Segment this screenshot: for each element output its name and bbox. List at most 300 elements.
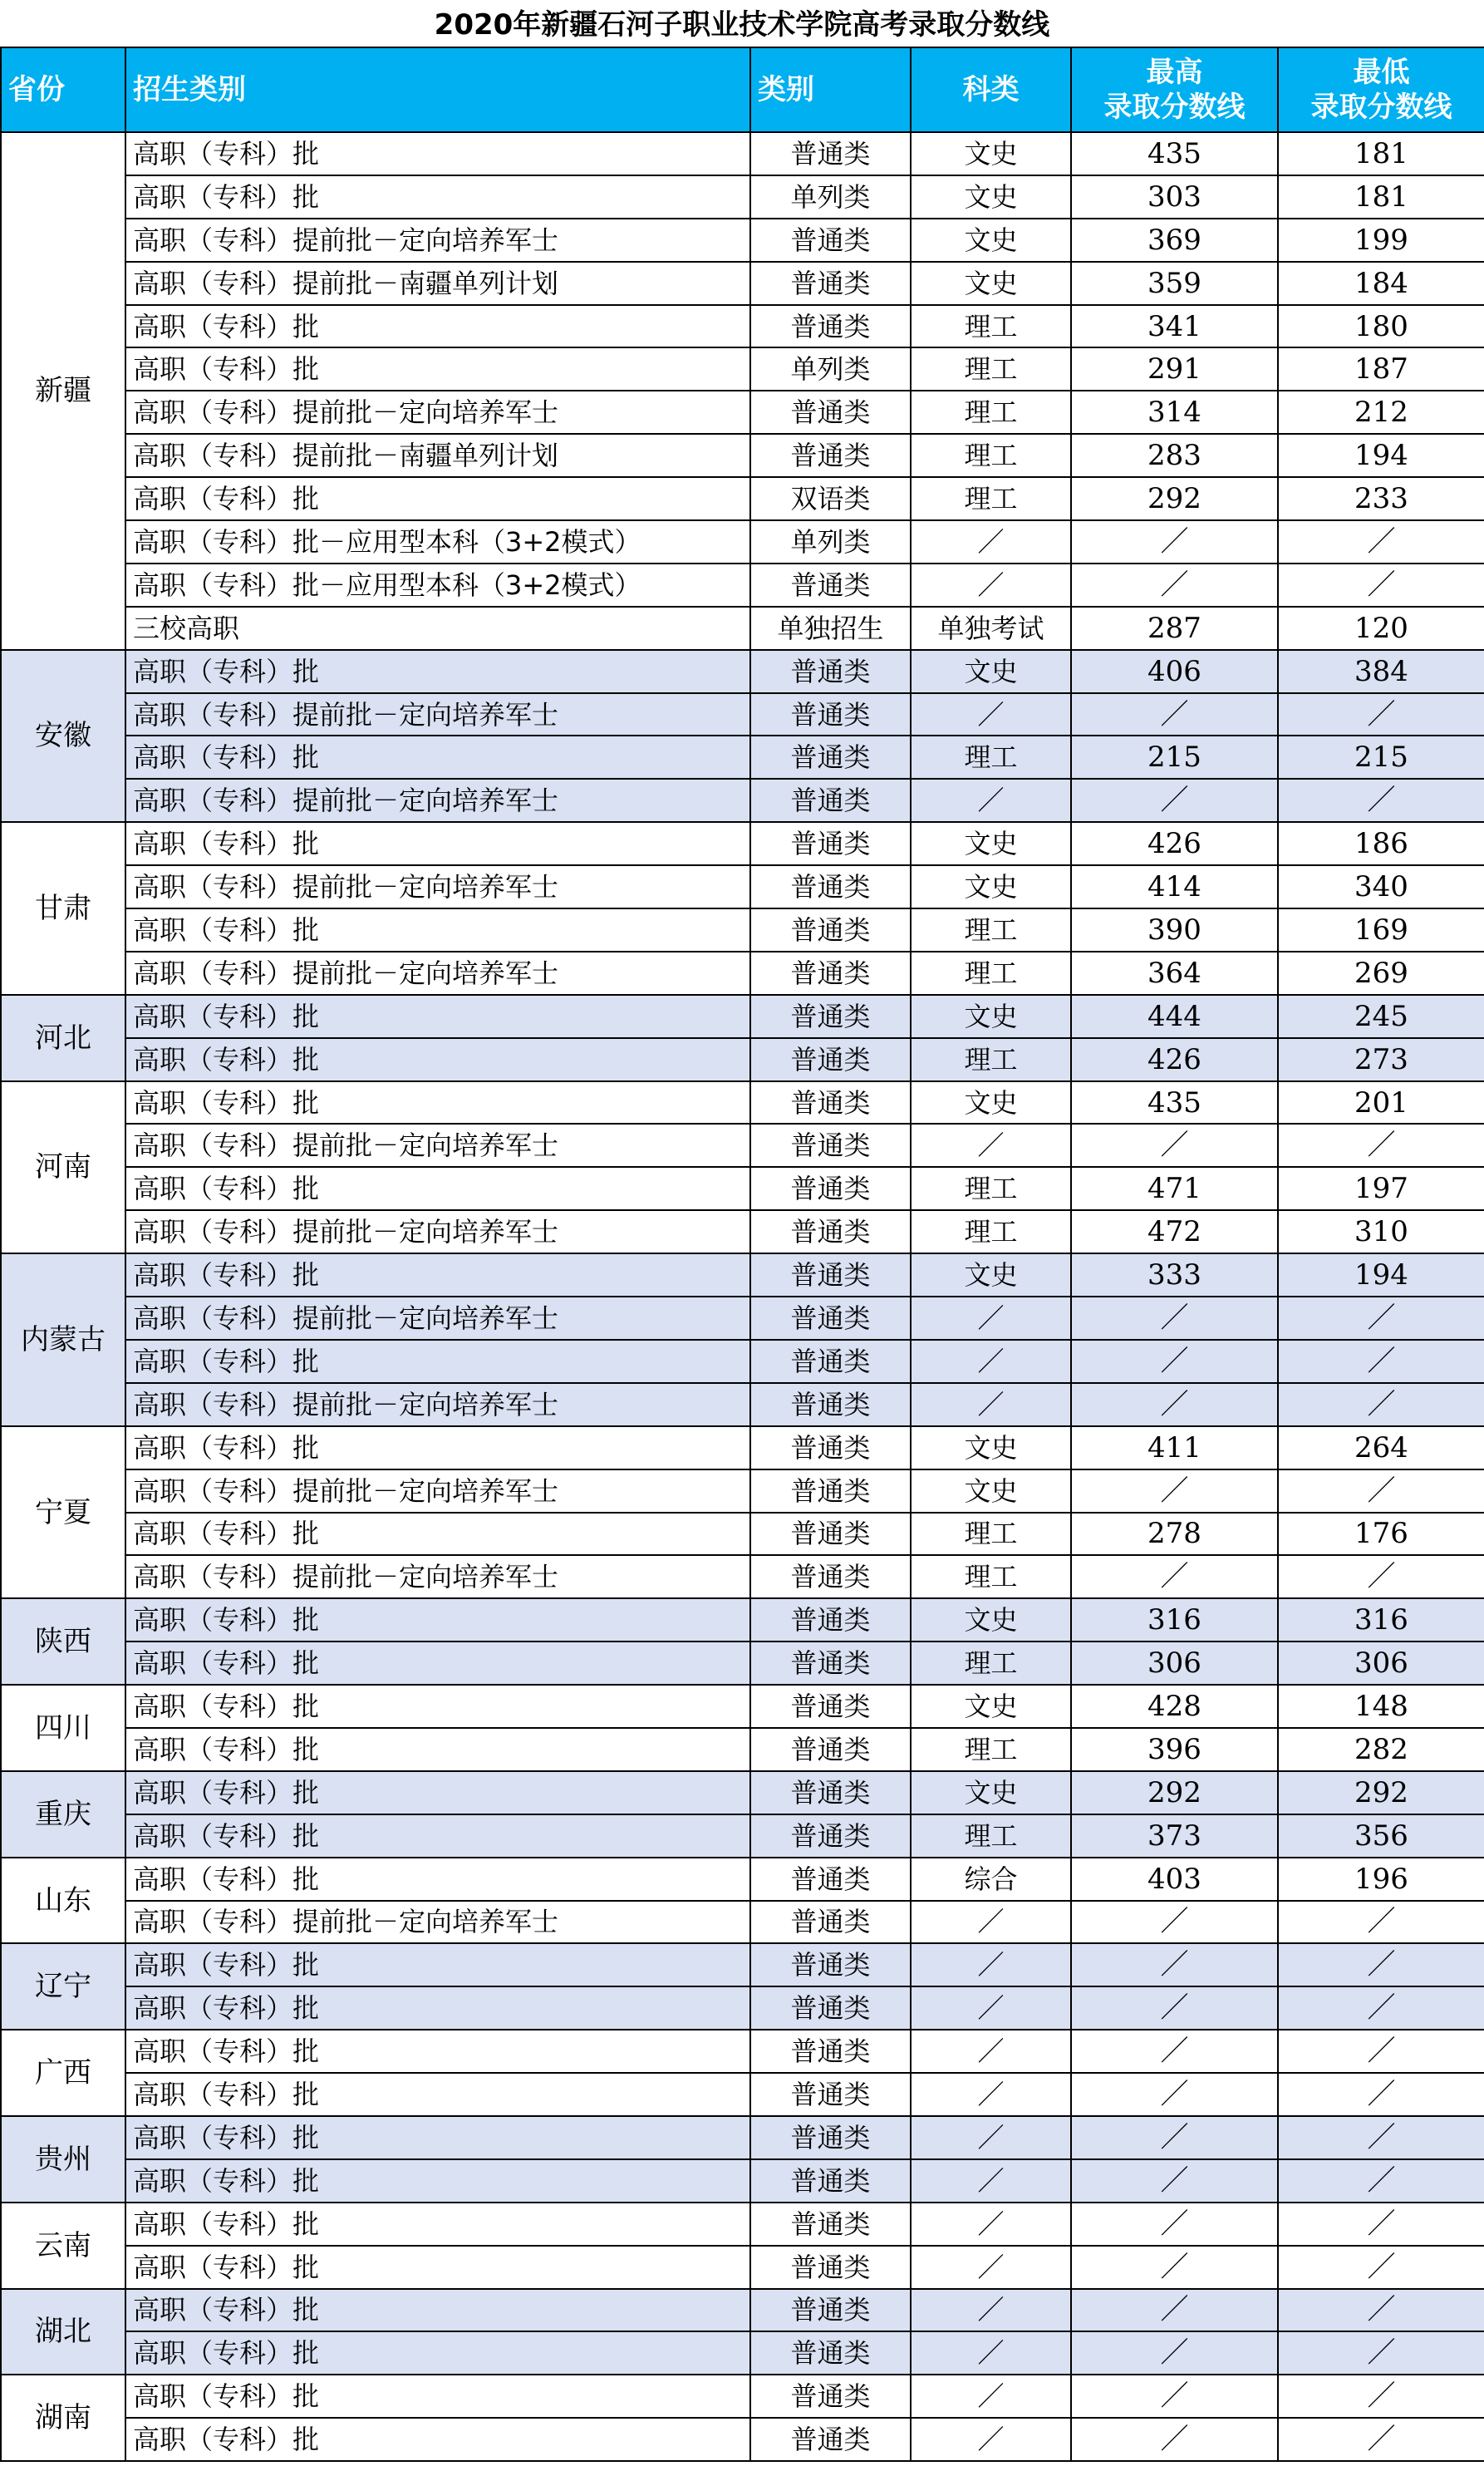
table-row — [1, 1598, 1484, 1642]
type-cell: 普通类 — [750, 1598, 911, 1642]
max-score-cell: ／ — [1071, 564, 1278, 607]
province-cell: 内蒙古 — [1, 1253, 125, 1426]
category-cell: 高职（专科）提前批－定向培养军士 — [125, 1901, 750, 1944]
max-score-cell: ／ — [1071, 1124, 1278, 1167]
table-row — [1, 2030, 1484, 2073]
category-cell: 高职（专科）提前批－南疆单列计划 — [125, 262, 750, 305]
table-row — [1, 1340, 1484, 1383]
type-cell: 普通类 — [750, 1814, 911, 1858]
type-cell: 普通类 — [750, 2203, 911, 2246]
subject-cell: 理工 — [911, 1642, 1071, 1685]
subject-cell: 理工 — [911, 1038, 1071, 1081]
category-cell: 高职（专科）批 — [125, 2030, 750, 2073]
subject-cell: 文史 — [911, 650, 1071, 693]
type-cell: 普通类 — [750, 1943, 911, 1986]
type-cell: 双语类 — [750, 477, 911, 520]
min-score-cell: 148 — [1278, 1685, 1484, 1728]
min-score-cell: 306 — [1278, 1642, 1484, 1685]
table-row — [1, 908, 1484, 952]
category-cell: 三校高职 — [125, 607, 750, 650]
max-score-cell: 215 — [1071, 736, 1278, 779]
min-score-cell: 269 — [1278, 952, 1484, 995]
min-score-cell: 194 — [1278, 434, 1484, 477]
type-cell: 普通类 — [750, 2073, 911, 2116]
category-cell: 高职（专科）提前批－定向培养军士 — [125, 779, 750, 822]
category-cell: 高职（专科）批 — [125, 1340, 750, 1383]
table-row — [1, 2331, 1484, 2375]
table-row — [1, 1814, 1484, 1858]
type-cell: 普通类 — [750, 2289, 911, 2332]
table-row — [1, 2116, 1484, 2159]
header-province: 省份 — [1, 47, 125, 132]
subject-cell: ／ — [911, 2030, 1071, 2073]
table-row — [1, 1986, 1484, 2030]
header-subject: 科类 — [911, 47, 1071, 132]
type-cell: 普通类 — [750, 305, 911, 348]
subject-cell: 单独考试 — [911, 607, 1071, 650]
type-cell: 普通类 — [750, 1771, 911, 1814]
min-score-cell: ／ — [1278, 2331, 1484, 2375]
min-score-cell: ／ — [1278, 2203, 1484, 2246]
min-score-cell: ／ — [1278, 1124, 1484, 1167]
category-cell: 高职（专科）批 — [125, 736, 750, 779]
min-score-cell: 264 — [1278, 1426, 1484, 1469]
type-cell: 普通类 — [750, 1038, 911, 1081]
category-cell: 高职（专科）批 — [125, 1858, 750, 1901]
max-score-cell: 369 — [1071, 219, 1278, 262]
min-score-cell: 215 — [1278, 736, 1484, 779]
type-cell: 普通类 — [750, 391, 911, 434]
max-score-cell: ／ — [1071, 2246, 1278, 2289]
province-cell: 湖南 — [1, 2375, 125, 2461]
table-row — [1, 822, 1484, 865]
header-type: 类别 — [750, 47, 911, 132]
min-score-cell: 196 — [1278, 1858, 1484, 1901]
subject-cell: 文史 — [911, 219, 1071, 262]
subject-cell: 综合 — [911, 1858, 1071, 1901]
table-row — [1, 1038, 1484, 1081]
category-cell: 高职（专科）批 — [125, 2331, 750, 2375]
category-cell: 高职（专科）提前批－定向培养军士 — [125, 1555, 750, 1598]
type-cell: 普通类 — [750, 2331, 911, 2375]
table-row — [1, 1210, 1484, 1253]
type-cell: 普通类 — [750, 219, 911, 262]
type-cell: 普通类 — [750, 1469, 911, 1513]
category-cell: 高职（专科）批－应用型本科（3+2模式） — [125, 564, 750, 607]
category-cell: 高职（专科）批 — [125, 1814, 750, 1858]
type-cell: 普通类 — [750, 1340, 911, 1383]
max-score-cell: 411 — [1071, 1426, 1278, 1469]
type-cell: 普通类 — [750, 995, 911, 1038]
max-score-cell: 303 — [1071, 175, 1278, 219]
type-cell: 普通类 — [750, 262, 911, 305]
table-row — [1, 175, 1484, 219]
max-score-cell: 472 — [1071, 1210, 1278, 1253]
province-cell: 宁夏 — [1, 1426, 125, 1599]
type-cell: 普通类 — [750, 2418, 911, 2461]
province-cell: 湖北 — [1, 2289, 125, 2375]
table-row — [1, 1426, 1484, 1469]
subject-cell: ／ — [911, 2418, 1071, 2461]
min-score-cell: ／ — [1278, 2375, 1484, 2418]
province-cell: 四川 — [1, 1685, 125, 1771]
subject-cell: ／ — [911, 2203, 1071, 2246]
subject-cell: ／ — [911, 1340, 1071, 1383]
type-cell: 普通类 — [750, 952, 911, 995]
max-score-cell: 316 — [1071, 1598, 1278, 1642]
type-cell: 普通类 — [750, 2030, 911, 2073]
header-max-line2: 录取分数线 — [1103, 91, 1246, 124]
type-cell: 普通类 — [750, 1513, 911, 1556]
table-row — [1, 305, 1484, 348]
type-cell: 普通类 — [750, 2159, 911, 2203]
type-cell: 普通类 — [750, 1901, 911, 1944]
subject-cell: 理工 — [911, 434, 1071, 477]
max-score-cell: 359 — [1071, 262, 1278, 305]
max-score-cell: 373 — [1071, 1814, 1278, 1858]
table-row — [1, 219, 1484, 262]
subject-cell: ／ — [911, 2289, 1071, 2332]
min-score-cell: 120 — [1278, 607, 1484, 650]
subject-cell: 文史 — [911, 995, 1071, 1038]
type-cell: 单列类 — [750, 347, 911, 391]
category-cell: 高职（专科）批 — [125, 2203, 750, 2246]
table-row — [1, 693, 1484, 736]
category-cell: 高职（专科）批 — [125, 1513, 750, 1556]
min-score-cell: 186 — [1278, 822, 1484, 865]
category-cell: 高职（专科）批 — [125, 477, 750, 520]
subject-cell: ／ — [911, 2331, 1071, 2375]
table-row — [1, 2073, 1484, 2116]
category-cell: 高职（专科）提前批－定向培养军士 — [125, 1469, 750, 1513]
province-cell: 贵州 — [1, 2116, 125, 2203]
max-score-cell: ／ — [1071, 1340, 1278, 1383]
max-score-cell: ／ — [1071, 2203, 1278, 2246]
min-score-cell: 245 — [1278, 995, 1484, 1038]
table-row — [1, 1469, 1484, 1513]
province-cell: 甘肃 — [1, 822, 125, 995]
max-score-cell: 287 — [1071, 607, 1278, 650]
min-score-cell: 187 — [1278, 347, 1484, 391]
table-row — [1, 1297, 1484, 1340]
subject-cell: 文史 — [911, 1685, 1071, 1728]
table-row — [1, 1167, 1484, 1210]
table-row — [1, 1728, 1484, 1771]
type-cell: 普通类 — [750, 2246, 911, 2289]
type-cell: 普通类 — [750, 1081, 911, 1125]
min-score-cell: ／ — [1278, 2116, 1484, 2159]
table-row — [1, 2375, 1484, 2418]
min-score-cell: 197 — [1278, 1167, 1484, 1210]
category-cell: 高职（专科）批 — [125, 2116, 750, 2159]
max-score-cell: 291 — [1071, 347, 1278, 391]
table-row — [1, 650, 1484, 693]
province-cell: 河南 — [1, 1081, 125, 1254]
max-score-cell: 306 — [1071, 1642, 1278, 1685]
table-row — [1, 607, 1484, 650]
province-cell: 安徽 — [1, 650, 125, 823]
min-score-cell: ／ — [1278, 564, 1484, 607]
table-row — [1, 865, 1484, 908]
min-score-cell: ／ — [1278, 779, 1484, 822]
min-score-cell: 201 — [1278, 1081, 1484, 1125]
max-score-cell: ／ — [1071, 2289, 1278, 2332]
min-score-cell: 181 — [1278, 175, 1484, 219]
table-row — [1, 1555, 1484, 1598]
table-row — [1, 477, 1484, 520]
table-row — [1, 1858, 1484, 1901]
subject-cell: 文史 — [911, 132, 1071, 175]
table-row — [1, 1513, 1484, 1556]
category-cell: 高职（专科）批 — [125, 1426, 750, 1469]
min-score-cell: 184 — [1278, 262, 1484, 305]
max-score-cell: ／ — [1071, 693, 1278, 736]
min-score-cell: 384 — [1278, 650, 1484, 693]
max-score-cell: 403 — [1071, 1858, 1278, 1901]
type-cell: 普通类 — [750, 1210, 911, 1253]
subject-cell: ／ — [911, 564, 1071, 607]
header-max-line1: 最高 — [1146, 56, 1203, 89]
category-cell: 高职（专科）批 — [125, 2073, 750, 2116]
table-row — [1, 1642, 1484, 1685]
type-cell: 普通类 — [750, 693, 911, 736]
header-row — [1, 47, 1484, 132]
subject-cell: 理工 — [911, 908, 1071, 952]
type-cell: 普通类 — [750, 1986, 911, 2030]
subject-cell: ／ — [911, 1986, 1071, 2030]
category-cell: 高职（专科）批 — [125, 1167, 750, 1210]
max-score-cell: ／ — [1071, 520, 1278, 564]
type-cell: 普通类 — [750, 132, 911, 175]
max-score-cell: 414 — [1071, 865, 1278, 908]
max-score-cell: 435 — [1071, 1081, 1278, 1125]
max-score-cell: ／ — [1071, 1986, 1278, 2030]
subject-cell: 理工 — [911, 736, 1071, 779]
subject-cell: ／ — [911, 2375, 1071, 2418]
category-cell: 高职（专科）提前批－定向培养军士 — [125, 1297, 750, 1340]
category-cell: 高职（专科）提前批－定向培养军士 — [125, 1124, 750, 1167]
min-score-cell: ／ — [1278, 2289, 1484, 2332]
min-score-cell: 169 — [1278, 908, 1484, 952]
category-cell: 高职（专科）批 — [125, 1038, 750, 1081]
min-score-cell: ／ — [1278, 1943, 1484, 1986]
type-cell: 普通类 — [750, 650, 911, 693]
table-row — [1, 1771, 1484, 1814]
min-score-cell: ／ — [1278, 1469, 1484, 1513]
category-cell: 高职（专科）批 — [125, 1253, 750, 1297]
table-row — [1, 564, 1484, 607]
max-score-cell: 390 — [1071, 908, 1278, 952]
type-cell: 普通类 — [750, 1642, 911, 1685]
max-score-cell: 428 — [1071, 1685, 1278, 1728]
header-max-score — [1071, 47, 1278, 132]
max-score-cell: ／ — [1071, 2159, 1278, 2203]
min-score-cell: ／ — [1278, 1555, 1484, 1598]
table-row — [1, 1081, 1484, 1125]
subject-cell: 文史 — [911, 262, 1071, 305]
max-score-cell: 283 — [1071, 434, 1278, 477]
type-cell: 普通类 — [750, 1167, 911, 1210]
table-row — [1, 1901, 1484, 1944]
min-score-cell: ／ — [1278, 1986, 1484, 2030]
category-cell: 高职（专科）批 — [125, 995, 750, 1038]
type-cell: 普通类 — [750, 1124, 911, 1167]
max-score-cell: 426 — [1071, 822, 1278, 865]
table-row — [1, 995, 1484, 1038]
max-score-cell: ／ — [1071, 779, 1278, 822]
admission-score-table — [0, 47, 1484, 2462]
min-score-cell: ／ — [1278, 2073, 1484, 2116]
subject-cell: ／ — [911, 2246, 1071, 2289]
max-score-cell: 396 — [1071, 1728, 1278, 1771]
subject-cell: 文史 — [911, 1598, 1071, 1642]
province-cell: 河北 — [1, 995, 125, 1081]
table-row — [1, 132, 1484, 175]
subject-cell: ／ — [911, 520, 1071, 564]
category-cell: 高职（专科）批 — [125, 305, 750, 348]
min-score-cell: 273 — [1278, 1038, 1484, 1081]
min-score-cell: 176 — [1278, 1513, 1484, 1556]
subject-cell: ／ — [911, 1383, 1071, 1426]
category-cell: 高职（专科）批 — [125, 650, 750, 693]
max-score-cell: ／ — [1071, 1943, 1278, 1986]
table-row — [1, 347, 1484, 391]
type-cell: 单独招生 — [750, 607, 911, 650]
category-cell: 高职（专科）批 — [125, 347, 750, 391]
category-cell: 高职（专科）批 — [125, 1728, 750, 1771]
subject-cell: 文史 — [911, 1253, 1071, 1297]
min-score-cell: ／ — [1278, 1383, 1484, 1426]
min-score-cell: 180 — [1278, 305, 1484, 348]
max-score-cell: 444 — [1071, 995, 1278, 1038]
table-row — [1, 779, 1484, 822]
table-row — [1, 1124, 1484, 1167]
category-cell: 高职（专科）批－应用型本科（3+2模式） — [125, 520, 750, 564]
subject-cell: 理工 — [911, 1513, 1071, 1556]
category-cell: 高职（专科）提前批－定向培养军士 — [125, 1210, 750, 1253]
header-min-score — [1278, 47, 1484, 132]
table-body — [1, 132, 1484, 2461]
category-cell: 高职（专科）批 — [125, 2418, 750, 2461]
category-cell: 高职（专科）提前批－定向培养军士 — [125, 865, 750, 908]
min-score-cell: 356 — [1278, 1814, 1484, 1858]
type-cell: 普通类 — [750, 434, 911, 477]
type-cell: 普通类 — [750, 1728, 911, 1771]
max-score-cell: 406 — [1071, 650, 1278, 693]
subject-cell: 文史 — [911, 1426, 1071, 1469]
table-row — [1, 1383, 1484, 1426]
subject-cell: 文史 — [911, 822, 1071, 865]
max-score-cell: 278 — [1071, 1513, 1278, 1556]
subject-cell: 文史 — [911, 1081, 1071, 1125]
subject-cell: 理工 — [911, 1728, 1071, 1771]
subject-cell: 理工 — [911, 1210, 1071, 1253]
max-score-cell: 426 — [1071, 1038, 1278, 1081]
subject-cell: 理工 — [911, 477, 1071, 520]
type-cell: 单列类 — [750, 520, 911, 564]
table-row — [1, 1943, 1484, 1986]
category-cell: 高职（专科）批 — [125, 2375, 750, 2418]
category-cell: 高职（专科）提前批－定向培养军士 — [125, 693, 750, 736]
subject-cell: ／ — [911, 2159, 1071, 2203]
max-score-cell: 292 — [1071, 1771, 1278, 1814]
max-score-cell: ／ — [1071, 2418, 1278, 2461]
subject-cell: 理工 — [911, 391, 1071, 434]
type-cell: 普通类 — [750, 1297, 911, 1340]
subject-cell: ／ — [911, 2073, 1071, 2116]
type-cell: 普通类 — [750, 2375, 911, 2418]
table-row — [1, 434, 1484, 477]
type-cell: 普通类 — [750, 779, 911, 822]
subject-cell: 理工 — [911, 952, 1071, 995]
type-cell: 普通类 — [750, 1253, 911, 1297]
province-cell: 辽宁 — [1, 1943, 125, 2030]
type-cell: 普通类 — [750, 1858, 911, 1901]
min-score-cell: 292 — [1278, 1771, 1484, 1814]
type-cell: 单列类 — [750, 175, 911, 219]
max-score-cell: 292 — [1071, 477, 1278, 520]
category-cell: 高职（专科）提前批－定向培养军士 — [125, 952, 750, 995]
min-score-cell: ／ — [1278, 2030, 1484, 2073]
min-score-cell: ／ — [1278, 520, 1484, 564]
province-cell: 新疆 — [1, 132, 125, 650]
category-cell: 高职（专科）提前批－定向培养军士 — [125, 1383, 750, 1426]
subject-cell: ／ — [911, 2116, 1071, 2159]
category-cell: 高职（专科）批 — [125, 2289, 750, 2332]
province-cell: 广西 — [1, 2030, 125, 2116]
subject-cell: 理工 — [911, 305, 1071, 348]
subject-cell: 理工 — [911, 347, 1071, 391]
max-score-cell: 333 — [1071, 1253, 1278, 1297]
table-row — [1, 2289, 1484, 2332]
category-cell: 高职（专科）提前批－南疆单列计划 — [125, 434, 750, 477]
category-cell: 高职（专科）批 — [125, 132, 750, 175]
min-score-cell: 233 — [1278, 477, 1484, 520]
category-cell: 高职（专科）批 — [125, 1943, 750, 1986]
category-cell: 高职（专科）批 — [125, 1986, 750, 2030]
subject-cell: 文史 — [911, 1771, 1071, 1814]
table-row — [1, 2159, 1484, 2203]
type-cell: 普通类 — [750, 1685, 911, 1728]
table-row — [1, 2418, 1484, 2461]
subject-cell: 文史 — [911, 865, 1071, 908]
page-title: 2020年新疆石河子职业技术学院高考录取分数线 — [434, 8, 1050, 42]
min-score-cell: 282 — [1278, 1728, 1484, 1771]
subject-cell: 文史 — [911, 1469, 1071, 1513]
type-cell: 普通类 — [750, 1426, 911, 1469]
min-score-cell: ／ — [1278, 2418, 1484, 2461]
min-score-cell: ／ — [1278, 2246, 1484, 2289]
province-cell: 重庆 — [1, 1771, 125, 1858]
category-cell: 高职（专科）批 — [125, 2159, 750, 2203]
type-cell: 普通类 — [750, 564, 911, 607]
min-score-cell: ／ — [1278, 1297, 1484, 1340]
max-score-cell: 341 — [1071, 305, 1278, 348]
max-score-cell: 435 — [1071, 132, 1278, 175]
category-cell: 高职（专科）提前批－定向培养军士 — [125, 219, 750, 262]
province-cell: 陕西 — [1, 1598, 125, 1685]
max-score-cell: ／ — [1071, 2331, 1278, 2375]
category-cell: 高职（专科）提前批－定向培养军士 — [125, 391, 750, 434]
subject-cell: 理工 — [911, 1555, 1071, 1598]
min-score-cell: ／ — [1278, 2159, 1484, 2203]
subject-cell: 文史 — [911, 175, 1071, 219]
category-cell: 高职（专科）批 — [125, 1642, 750, 1685]
max-score-cell: 471 — [1071, 1167, 1278, 1210]
table-row — [1, 952, 1484, 995]
type-cell: 普通类 — [750, 865, 911, 908]
province-cell: 云南 — [1, 2203, 125, 2289]
